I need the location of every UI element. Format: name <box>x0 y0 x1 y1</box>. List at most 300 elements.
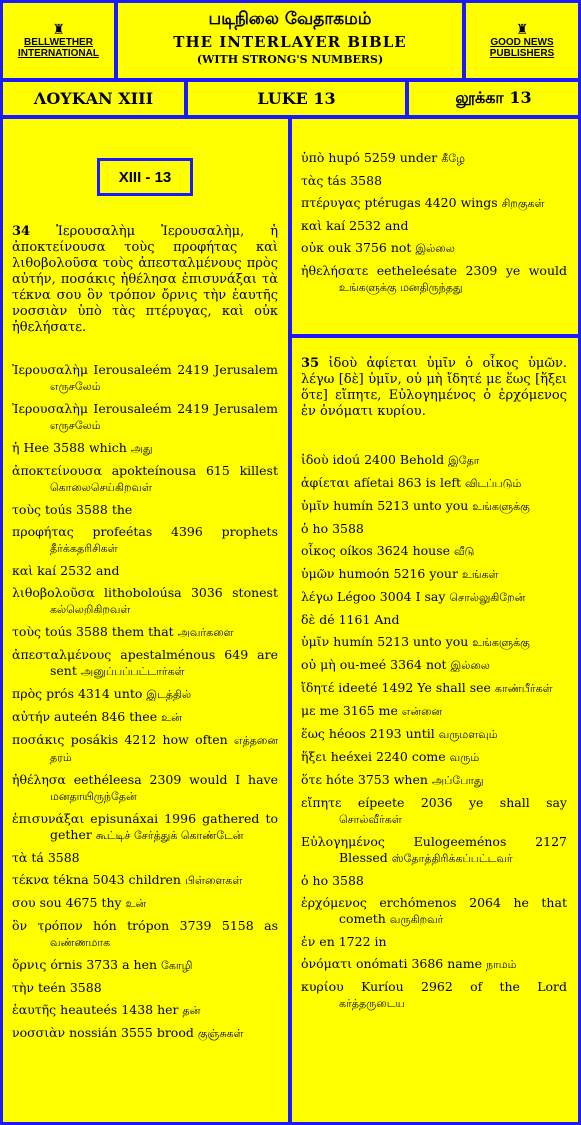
transliteration: hón trópon <box>93 918 170 933</box>
title-main: THE INTERLAYER BIBLE <box>173 33 407 51</box>
strongs-number: 3004 <box>379 589 412 604</box>
strongs-number: 4396 <box>171 524 203 539</box>
tamil-gloss: சொல்லுகிறேன் <box>449 591 526 604</box>
logo-mark-icon: ♜ <box>515 21 529 38</box>
transliteration: ptérugas <box>364 195 421 210</box>
word-entry <box>301 934 567 950</box>
word-entry <box>301 873 567 889</box>
english-gloss: brood <box>156 1025 194 1040</box>
tamil-gloss: அனுப்பப்பட்டார்கள் <box>80 665 185 678</box>
greek-word: ἐπισυνάξαι <box>12 811 85 826</box>
english-gloss: in <box>374 934 387 949</box>
bellwether-logo <box>3 3 114 78</box>
transliteration: Ierousaleém <box>93 401 172 416</box>
greek-word: λιθοβολοῦσα <box>12 585 95 600</box>
transliteration: me <box>319 703 339 718</box>
tamil-gloss: அப்போது <box>431 774 484 787</box>
greek-word: τοὺς <box>12 624 42 639</box>
verse-greek-text: ἰδοὺ ἀφίεται ὑμῖν ὁ οἶκος ὑμῶν. λέγω [δὲ] ὑμῖν, οὐ μὴ ἴδητέ με ἕως [ἥξει ὅτε] εἴπητε, Εὐλογημένος ὁ ἐρχόμενος ἐν ὀνόματι κυρίου. <box>301 356 567 419</box>
word-entry <box>12 585 278 618</box>
word-entry <box>301 498 567 515</box>
strongs-number: 1722 <box>338 934 371 949</box>
transliteration: eípeete <box>357 795 405 810</box>
greek-word: λέγω <box>301 589 334 604</box>
verse-number: 35 <box>301 356 320 371</box>
word-entry <box>301 566 567 583</box>
strongs-number: 3588 <box>69 980 102 995</box>
greek-word: ἠθελήσατε <box>301 263 369 278</box>
word-entry <box>12 502 278 518</box>
greek-word: Ἰερουσαλὴμ <box>12 362 88 377</box>
transliteration: kaí <box>326 218 346 233</box>
strongs-number: 3588 <box>332 873 364 888</box>
english-gloss: name <box>447 956 483 971</box>
english-gloss: which <box>88 440 127 455</box>
tamil-gloss: இதோ <box>448 454 480 467</box>
greek-word: δὲ <box>301 612 316 627</box>
strongs-number: 1996 <box>164 811 197 826</box>
greek-word: τὴν <box>12 980 35 995</box>
transliteration: eetheleésate <box>376 263 458 278</box>
tamil-gloss: விடப்படும் <box>465 477 522 490</box>
strongs-number: 2036 <box>420 795 453 810</box>
english-gloss: and <box>95 563 120 578</box>
tamil-gloss: ஸ்தோத்திரிக்கப்பட்டவர் <box>391 852 513 865</box>
transliteration: apestalménous <box>120 647 216 662</box>
book-tamil: லூக்கா 13 <box>409 82 578 115</box>
word-entry <box>301 749 567 766</box>
word-entry <box>301 834 567 867</box>
greek-word: ὁ <box>301 521 309 536</box>
word-entry <box>301 680 567 697</box>
english-gloss: when <box>393 772 428 787</box>
transliteration: eethéleesa <box>73 772 142 787</box>
tamil-gloss: மனதாயிருந்தேன் <box>50 790 137 803</box>
english-gloss: Jerusalem <box>214 401 278 416</box>
english-gloss: unto you <box>413 634 469 649</box>
english-gloss: thy <box>101 895 122 910</box>
strongs-number: 3588 <box>76 624 108 639</box>
english-gloss: children <box>128 872 181 887</box>
strongs-number: 2193 <box>369 726 402 741</box>
word-entry <box>301 452 567 469</box>
transliteration: dé <box>319 612 335 627</box>
word-entry <box>12 980 278 996</box>
transliteration: Kuríou <box>361 979 404 994</box>
tamil-gloss: எருசலேம் <box>50 380 101 393</box>
tamil-gloss: இடத்தில் <box>146 688 192 701</box>
transliteration: ouk <box>327 240 352 255</box>
word-entry <box>301 475 567 492</box>
transliteration: Eulogeeménos <box>413 834 507 849</box>
transliteration: humín <box>333 634 374 649</box>
english-gloss: Behold <box>399 452 445 467</box>
greek-word: πρὸς <box>12 686 43 701</box>
transliteration: kaí <box>37 563 57 578</box>
word-entry <box>301 218 567 234</box>
english-gloss: under <box>399 150 438 165</box>
transliteration: en <box>319 934 335 949</box>
word-entry <box>301 634 567 651</box>
tamil-gloss: இல்லை <box>450 659 490 672</box>
tamil-gloss: கூட்டிச் சேர்த்துக் கொண்டேன் <box>95 829 244 842</box>
word-entry <box>12 624 278 641</box>
greek-word: οἶκος <box>301 543 336 558</box>
strongs-number: 3588 <box>332 521 364 536</box>
english-gloss: Ye shall see <box>417 680 491 695</box>
greek-word: καὶ <box>301 218 323 233</box>
word-entry <box>301 521 567 537</box>
word-entry <box>301 726 567 743</box>
english-gloss: he that cometh <box>339 895 567 926</box>
transliteration: oíkos <box>339 543 373 558</box>
english-gloss: me <box>378 703 398 718</box>
transliteration: erchómenos <box>379 895 457 910</box>
greek-word: ἀφίεται <box>301 475 350 490</box>
tamil-gloss: உன் <box>125 897 147 910</box>
strongs-number: 3733 <box>86 957 119 972</box>
word-entry <box>12 686 278 703</box>
strongs-number: 846 <box>101 709 126 724</box>
english-gloss: I say <box>415 589 446 604</box>
strongs-number: 2532 <box>349 218 381 233</box>
tamil-gloss: தீர்க்கதரிசிகள் <box>50 542 118 555</box>
title-sub: (WITH STRONG'S NUMBERS) <box>196 53 384 66</box>
transliteration: afíetai <box>353 475 394 490</box>
word-entry <box>301 263 567 296</box>
tamil-gloss: என்னை <box>401 705 443 718</box>
english-gloss: wings <box>460 195 498 210</box>
verse-35-entries <box>301 452 567 1018</box>
tamil-gloss: உன் <box>161 711 182 724</box>
tamil-gloss: வருகிறவர் <box>389 913 444 926</box>
transliteration: Hee <box>23 440 50 455</box>
word-entry <box>12 401 278 434</box>
verse-35-text <box>301 356 567 420</box>
transliteration: heauteés <box>60 1002 118 1017</box>
transliteration: sou <box>39 895 62 910</box>
english-gloss: a hen <box>122 957 158 972</box>
greek-word: ἕως <box>301 726 325 741</box>
english-gloss: not <box>390 240 412 255</box>
transliteration: teén <box>38 980 66 995</box>
greek-word: ἰδοὺ <box>301 452 329 467</box>
verse-34-text <box>12 224 278 336</box>
english-gloss: until <box>405 726 435 741</box>
english-gloss: And <box>374 612 400 627</box>
greek-word: οὐκ <box>301 240 324 255</box>
greek-word: τὰς <box>301 173 324 188</box>
greek-word: τέκνα <box>12 872 50 887</box>
word-entry <box>12 1002 278 1019</box>
strongs-number: 2532 <box>60 563 92 578</box>
english-gloss: and <box>384 218 409 233</box>
word-entry <box>12 709 278 726</box>
transliteration: héoos <box>328 726 366 741</box>
strongs-number: 3364 <box>390 657 422 672</box>
strongs-number: 3624 <box>376 543 409 558</box>
english-gloss: Jerusalem <box>214 362 278 377</box>
transliteration: tás <box>327 173 347 188</box>
word-entry <box>12 772 278 805</box>
english-gloss: your <box>429 566 458 581</box>
strongs-number: 3739 5158 <box>179 918 254 933</box>
tamil-gloss: கொலைசெய்கிறவள் <box>50 481 152 494</box>
greek-word: ἀπεσταλμένους <box>12 647 112 662</box>
greek-word: ἐρχόμενος <box>301 895 367 910</box>
tamil-gloss: கீழே <box>441 152 465 165</box>
english-gloss: thee <box>129 709 158 724</box>
greek-word: ἠθέλησα <box>12 772 66 787</box>
transliteration: episunáxai <box>90 811 159 826</box>
strongs-number: 2962 <box>421 979 453 994</box>
english-gloss: house <box>412 543 451 558</box>
tamil-gloss: உங்கள் <box>461 568 499 581</box>
greek-word: ποσάκις <box>12 732 65 747</box>
word-entry <box>12 362 278 395</box>
strongs-number: 1492 <box>381 680 414 695</box>
greek-word: ὁ <box>301 873 309 888</box>
greek-word: εἴπητε <box>301 795 342 810</box>
word-entry <box>301 979 567 1012</box>
greek-word: ὀνόματι <box>301 956 353 971</box>
logo-text-line1: BELLWETHER <box>24 36 93 48</box>
strongs-number: 5043 <box>92 872 125 887</box>
strongs-number: 3588 <box>350 173 383 188</box>
english-gloss: stonest <box>232 585 278 600</box>
tamil-gloss: நாமம் <box>486 958 517 971</box>
tamil-gloss: கோழி <box>161 959 193 972</box>
greek-word: τοὺς <box>12 502 42 517</box>
greek-word: προφήτας <box>12 524 74 539</box>
tamil-gloss: உங்களுக்கு <box>472 636 530 649</box>
transliteration: ho <box>312 521 329 536</box>
greek-word: τὰ <box>12 850 28 865</box>
greek-word: ὑπὸ <box>301 150 325 165</box>
strongs-number: 3165 <box>342 703 375 718</box>
english-gloss: come <box>411 749 446 764</box>
word-entry <box>12 524 278 557</box>
word-entry <box>301 195 567 212</box>
strongs-number: 649 <box>224 647 249 662</box>
english-gloss: them that <box>111 624 174 639</box>
strongs-number: 4212 <box>124 732 157 747</box>
strongs-number: 3756 <box>355 240 387 255</box>
english-gloss: prophets <box>221 524 278 539</box>
word-entry <box>301 703 567 720</box>
tamil-gloss: வண்ணமாக <box>50 936 111 949</box>
strongs-number: 615 <box>205 463 230 478</box>
word-entry <box>301 772 567 789</box>
word-entry <box>301 240 567 257</box>
greek-word: ἥξει <box>301 749 327 764</box>
greek-word: ὑμῖν <box>301 634 330 649</box>
strongs-number: 1438 <box>121 1002 154 1017</box>
word-entry <box>301 612 567 628</box>
tamil-gloss: உங்களுக்கு <box>472 500 530 513</box>
word-entry <box>12 732 278 766</box>
tamil-gloss: குஞ்சுகள் <box>197 1027 244 1040</box>
strongs-number: 2240 <box>376 749 408 764</box>
greek-word: ἡ <box>12 440 20 455</box>
word-entry <box>301 956 567 973</box>
strongs-number: 2064 <box>469 895 501 910</box>
strongs-number: 4420 <box>424 195 457 210</box>
strongs-number: 2419 <box>177 362 210 377</box>
greek-word: Εὐλογημένος <box>301 834 385 849</box>
greek-word: ἐν <box>301 934 316 949</box>
transliteration: Légoo <box>337 589 376 604</box>
greek-word: ὑμῶν <box>301 566 335 581</box>
verse-34-entries <box>12 362 278 1048</box>
transliteration: profeétas <box>92 524 153 539</box>
greek-word: ὅτε <box>301 772 322 787</box>
transliteration: auteén <box>54 709 98 724</box>
transliteration: ho <box>312 873 329 888</box>
transliteration: nossián <box>69 1025 118 1040</box>
word-entry <box>301 589 567 606</box>
greek-word: ἑαυτῆς <box>12 1002 57 1017</box>
book-greek: ΛΟΥΚΑΝ XIII <box>3 82 184 115</box>
strongs-number: 4314 <box>77 686 110 701</box>
transliteration: idoú <box>332 452 361 467</box>
word-entry <box>12 1025 278 1042</box>
greek-word: Ἰερουσαλὴμ <box>12 401 88 416</box>
logo-text-line1: GOOD NEWS <box>490 36 554 48</box>
word-entry <box>12 957 278 974</box>
tamil-gloss: வரும் <box>449 751 480 764</box>
strongs-number: 5213 <box>377 634 410 649</box>
tamil-gloss: அது <box>130 442 153 455</box>
tamil-gloss: சிறகுகள் <box>501 197 545 210</box>
english-gloss: unto you <box>413 498 469 513</box>
tamil-gloss: காண்பீர்கள் <box>494 682 553 695</box>
transliteration: toús <box>45 624 73 639</box>
tamil-gloss: வீடு <box>454 545 475 558</box>
greek-word: ὄρνις <box>12 957 47 972</box>
tamil-gloss: கல்லெறிகிறவள் <box>50 603 131 616</box>
tamil-gloss: உங்களுக்கு மனதிருந்தது <box>339 281 463 294</box>
transliteration: hóte <box>325 772 354 787</box>
strongs-number: 3588 <box>76 502 108 517</box>
verse-number: 34 <box>12 224 31 239</box>
greek-word: ὃν τρόπον <box>12 918 83 933</box>
strongs-number: 5213 <box>377 498 410 513</box>
word-entry <box>301 150 567 167</box>
tamil-gloss: எருசலேம் <box>50 419 101 432</box>
word-entry <box>12 647 278 680</box>
title-block <box>118 3 462 78</box>
transliteration: órnis <box>50 957 83 972</box>
word-entry <box>12 563 278 579</box>
english-gloss: Blessed <box>339 850 388 865</box>
strongs-number: 2309 <box>149 772 182 787</box>
english-gloss: the <box>111 502 133 517</box>
strongs-number: 3686 <box>411 956 444 971</box>
strongs-number: 3753 <box>357 772 390 787</box>
chapter-reference: XIII - 13 <box>97 158 193 196</box>
good-news-logo <box>466 3 578 78</box>
greek-word: ἴδητέ <box>301 680 335 695</box>
transliteration: hupó <box>328 150 360 165</box>
greek-word: οὐ μὴ <box>301 657 336 672</box>
english-gloss: would I have <box>189 772 279 787</box>
greek-word: σου <box>12 895 36 910</box>
transliteration: heéxei <box>330 749 373 764</box>
strongs-number: 5216 <box>393 566 426 581</box>
strongs-number: 3588 <box>53 440 85 455</box>
verse-34-continued-entries <box>301 150 567 302</box>
word-entry <box>301 795 567 828</box>
word-entry <box>301 173 567 189</box>
greek-word: ἀποκτείνουσα <box>12 463 102 478</box>
english-gloss: ye would <box>505 263 567 278</box>
transliteration: onómati <box>356 956 408 971</box>
word-entry <box>12 440 278 457</box>
tamil-gloss: தன் <box>182 1004 201 1017</box>
strongs-number: 2127 <box>535 834 567 849</box>
english-gloss: her <box>157 1002 179 1017</box>
english-gloss: of the Lord <box>470 979 568 994</box>
verse-greek-text: Ἰερουσαλὴμ Ἰερουσαλὴμ, ἡ ἀποκτείνουσα τοὺς προφήτας καὶ λιθοβολοῦσα τοὺς ἀπεσταλμένους πρὸς αὐτήν, ποσάκις ἠθέλησα ἐπισυνάξαι τὰ τέκνα σου ὃν τρόπον ὄρνις τὴν ἑαυτῆς νοσσιὰν ὑπὸ τὰς πτέρυγας, καὶ οὐκ ἠθελήσατε. <box>12 224 278 335</box>
transliteration: apokteínousa <box>111 463 197 478</box>
strongs-number: 3555 <box>121 1025 153 1040</box>
transliteration: Ierousaleém <box>93 362 172 377</box>
strongs-number: 1161 <box>338 612 371 627</box>
word-entry <box>12 463 278 496</box>
transliteration: tékna <box>53 872 89 887</box>
greek-word: κυρίου <box>301 979 344 994</box>
transliteration: humín <box>333 498 374 513</box>
word-entry <box>301 895 567 928</box>
tamil-gloss: அவர்களை <box>177 626 234 639</box>
strongs-number: 3588 <box>47 850 80 865</box>
strongs-number: 2419 <box>177 401 210 416</box>
strongs-number: 4675 <box>65 895 98 910</box>
word-entry <box>12 918 278 951</box>
word-entry <box>12 850 278 866</box>
word-entry <box>301 543 567 560</box>
transliteration: lithoboloúsa <box>104 585 182 600</box>
word-entry <box>301 657 567 674</box>
tamil-gloss: கர்த்தருடைய <box>339 997 405 1010</box>
tamil-gloss: எத்தனை தரம் <box>50 734 279 764</box>
tamil-gloss: பிள்ளைகள் <box>184 874 243 887</box>
tamil-gloss: வருமளவும் <box>438 728 498 741</box>
strongs-number: 5259 <box>363 150 396 165</box>
tamil-gloss: சொல்வீர்கள் <box>339 813 402 826</box>
greek-word: με <box>301 703 316 718</box>
english-gloss: unto <box>113 686 143 701</box>
greek-word: νοσσιὰν <box>12 1025 66 1040</box>
transliteration: ou-meé <box>339 657 387 672</box>
transliteration: posákis <box>70 732 119 747</box>
english-gloss: gathered to gether <box>50 811 279 842</box>
english-gloss: killest <box>239 463 278 478</box>
strongs-number: 863 <box>397 475 422 490</box>
transliteration: tá <box>31 850 44 865</box>
english-gloss: ye shall say <box>469 795 567 810</box>
logo-text-line2: INTERNATIONAL <box>18 47 99 59</box>
logo-mark-icon: ♜ <box>52 21 65 38</box>
book-english: LUKE 13 <box>188 82 405 115</box>
greek-word: ὑμῖν <box>301 498 330 513</box>
english-gloss: are sent <box>50 647 278 678</box>
word-entry <box>12 811 278 844</box>
strongs-number: 2309 <box>465 263 498 278</box>
english-gloss: as <box>264 918 278 933</box>
strongs-number: 3036 <box>190 585 223 600</box>
